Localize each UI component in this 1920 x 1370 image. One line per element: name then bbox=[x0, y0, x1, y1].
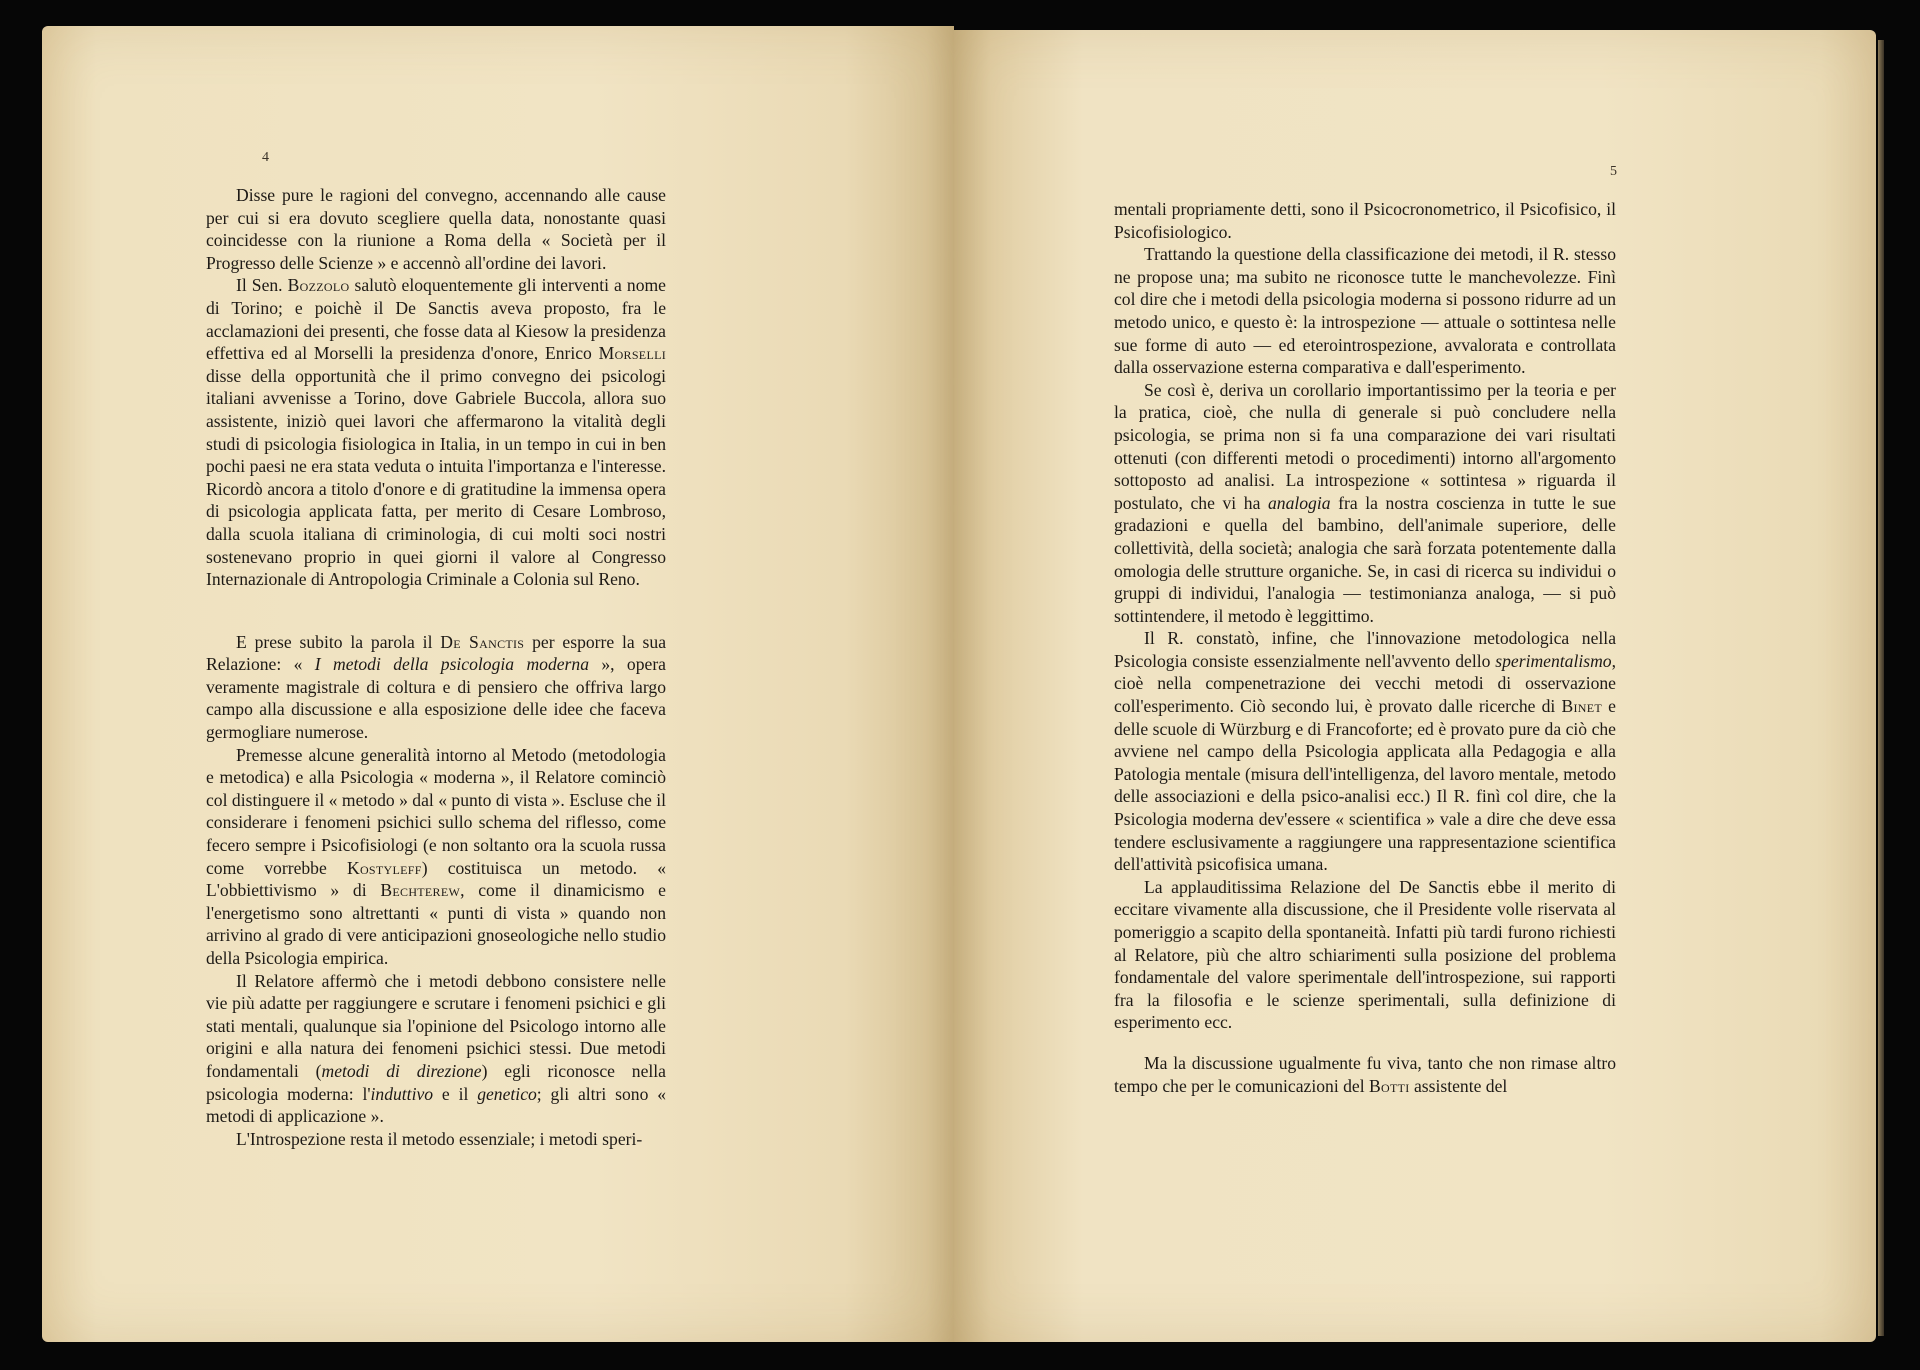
paragraph: Il Relatore affermò che i metodi debbono consistere nelle vie più adatte per raggiungere e scrutare i fenomeni psichici e gli stati mentali, qualunque sia l'opinione del Psicologo intorno alle origini e alla natura dei fenomeni psichici stessi. Due metodi fondamentali (metodi di direzione) egli riconosce nella psicologia moderna: l'induttivo e il genetico; gli altri sono « metodi di applicazione ». bbox=[206, 970, 667, 1127]
paragraph: L'Introspezione resta il metodo essenziale; i metodi speri- bbox=[236, 1128, 643, 1149]
italic-term: analogia bbox=[1267, 492, 1331, 513]
paragraph: E prese subito la parola il De Sanctis per esporre la sua Relazione: « I metodi della psicologia moderna », opera veramente magistrale di coltura e di pensiero che offriva largo campo alla discussione e alla esposizione delle idee che faceva germogliare numerose. bbox=[206, 631, 667, 743]
name-smallcaps: Bozzolo bbox=[287, 275, 350, 296]
paragraph: Il R. constatò, infine, che l'innovazione metodologica nella Psicologia consiste essenzialmente nell'avvento dello sperimentalismo, cioè nella compenetrazione dei vecchi metodi di osservazione coll'esperimento. Ciò secondo lui, è provato dalle ricerche di Binet e delle scuole di Würzburg e di Francoforte; ed è provato pure da ciò che avviene nel campo della Psicologia applicata alla Pedagogia e alla Patologia mentale (misura dell'intelligenza, del lavoro mentale, metodo delle associazioni e della psico-analisi ecc.) Il R. finì col dire, che la Psicologia moderna dev'essere « scientifica » vale a dire che deve essa tendere esclusivamente a raggiungere una rappresentazione scientifica dell'attività psicofisica umana. bbox=[1114, 628, 1616, 875]
paragraph: Se così è, deriva un corollario importantissimo per la teoria e per la pratica, cioè, che nulla di generale si può concludere nella psicologia, se prima non si fa una comparazione dei vari risultati ottenuti (con differenti metodi o procedimenti) intorno all'argomento sottoposto ad analisi. La introspezione « sottintesa » riguarda il postulato, che vi ha analogia fra la nostra coscienza in tutte le sue gradazioni e quella del bambino, dell'animale superiore, delle collettività, della società; analogia che sarà forzata potentemente dalla omologia delle strutture organiche. Se, in casi di ricerca su individui o gruppi di individui, l'analogia — testimonianza analoga, — si può sottintendere, il metodo è leggittimo. bbox=[1114, 379, 1616, 626]
italic-term: induttivo bbox=[370, 1083, 434, 1104]
paragraph: Trattando la questione della classificazione dei metodi, il R. stesso ne propose una; ma subito ne riconosce tutte le manchevolezze. Finì col dire che i metodi della psicologia moderna si possono ridurre ad un metodo unico, e questo è: la introspezione — attuale o sottintesa nelle sue forme di auto — ed eterointrospezione, avvalorata e controllata dalla osservazione esterna comparativa e dall'esperimento. bbox=[1114, 244, 1616, 378]
italic-title: I metodi della psicologia moderna bbox=[314, 654, 589, 675]
name-smallcaps: Bechterew bbox=[380, 880, 461, 901]
name-smallcaps: Binet bbox=[1561, 696, 1603, 717]
left-page-text bbox=[206, 184, 666, 1150]
name-smallcaps: Botti bbox=[1369, 1075, 1410, 1096]
paragraph: Il Sen. Bozzolo salutò eloquentemente gli interventi a nome di Torino; e poichè il De Sanctis aveva proposto, fra le acclamazioni dei presenti, che fosse data al Kiesow la presidenza effettiva ed al Morselli la presidenza d'onore, Enrico Morselli disse della opportunità che il primo convegno dei psicologi italiani avvenisse a Torino, dove Gabriele Buccola, allora suo assistente, iniziò quei lavori che affermarono la vitalità degli studi di psicologia fisiologica in Italia, in un tempo in cui in ben pochi paesi ne era stata veduta o intuita l'importanza e l'interesse. Ricordò ancora a titolo d'onore e di gratitudine la immensa opera di psicologia applicata fatta, per merito di Cesare Lombroso, dalla scuola italiana di criminologia, di cui molti soci nostri sostenevano proprio in quei giorni il valore al Congresso Internazionale di Antropologia Criminale a Colonia sul Reno. bbox=[206, 275, 666, 590]
page-edge bbox=[1878, 40, 1884, 1336]
name-smallcaps: Morselli bbox=[598, 343, 666, 364]
paragraph: mentali propriamente detti, sono il Psicocronometrico, il Psicofisico, il Psicofisiologico. bbox=[1114, 199, 1616, 242]
italic-term: genetico bbox=[477, 1083, 537, 1104]
page-number-left: 4 bbox=[262, 150, 269, 165]
left-page bbox=[42, 26, 954, 1342]
name-smallcaps: De Sanctis bbox=[440, 631, 525, 652]
italic-term: metodi di direzione bbox=[321, 1060, 482, 1081]
paragraph: Premesse alcune generalità intorno al Metodo (metodologia e metodica) e alla Psicologia « moderna », il Relatore cominciò col distinguere il « metodo » dal « punto di vista ». Escluse che il considerare i fenomeni psichici sullo schema del riflesso, come fecero sempre i Psicofisiologi (e non soltanto ora la scuola russa come vorrebbe Kostyleff) costituisca un metodo. « L'obbiettivismo » di Bechterew, come il dinamicismo e l'energetismo sono altrettanti « punti di vista » quando non arrivino al grado di vere anticipazioni gnoseologiche nello studio della Psicologia empirica. bbox=[206, 744, 666, 968]
paragraph: La applauditissima Relazione del De Sanctis ebbe il merito di eccitare vivamente alla discussione, che il Presidente volle riservata al pomeriggio a scapito della spontaneità. Infatti più tardi furono richiesti al Relatore, più che altro schiarimenti sulla posizione del problema fondamentale del valore sperimentale dell'introspezione, sui rapporti fra la filosofia e le scienze sperimentali, sulla definizione di esperimento ecc. bbox=[1114, 876, 1616, 1033]
page-number-right: 5 bbox=[1610, 164, 1617, 179]
paragraph: Ma la discussione ugualmente fu viva, tanto che non rimase altro tempo che per le comunicazioni del Botti assistente del bbox=[1114, 1052, 1616, 1096]
paragraph: Disse pure le ragioni del convegno, accennando alle cause per cui si era dovuto scegliere quella data, nonostante quasi coincidesse con la riunione a Roma della « Società per il Progresso delle Scienze » e accennò all'ordine dei lavori. bbox=[206, 185, 666, 273]
right-page-text bbox=[1114, 198, 1616, 1097]
right-page bbox=[954, 30, 1876, 1342]
italic-term: sperimentalismo bbox=[1495, 650, 1612, 671]
name-smallcaps: Kostyleff bbox=[346, 857, 422, 878]
